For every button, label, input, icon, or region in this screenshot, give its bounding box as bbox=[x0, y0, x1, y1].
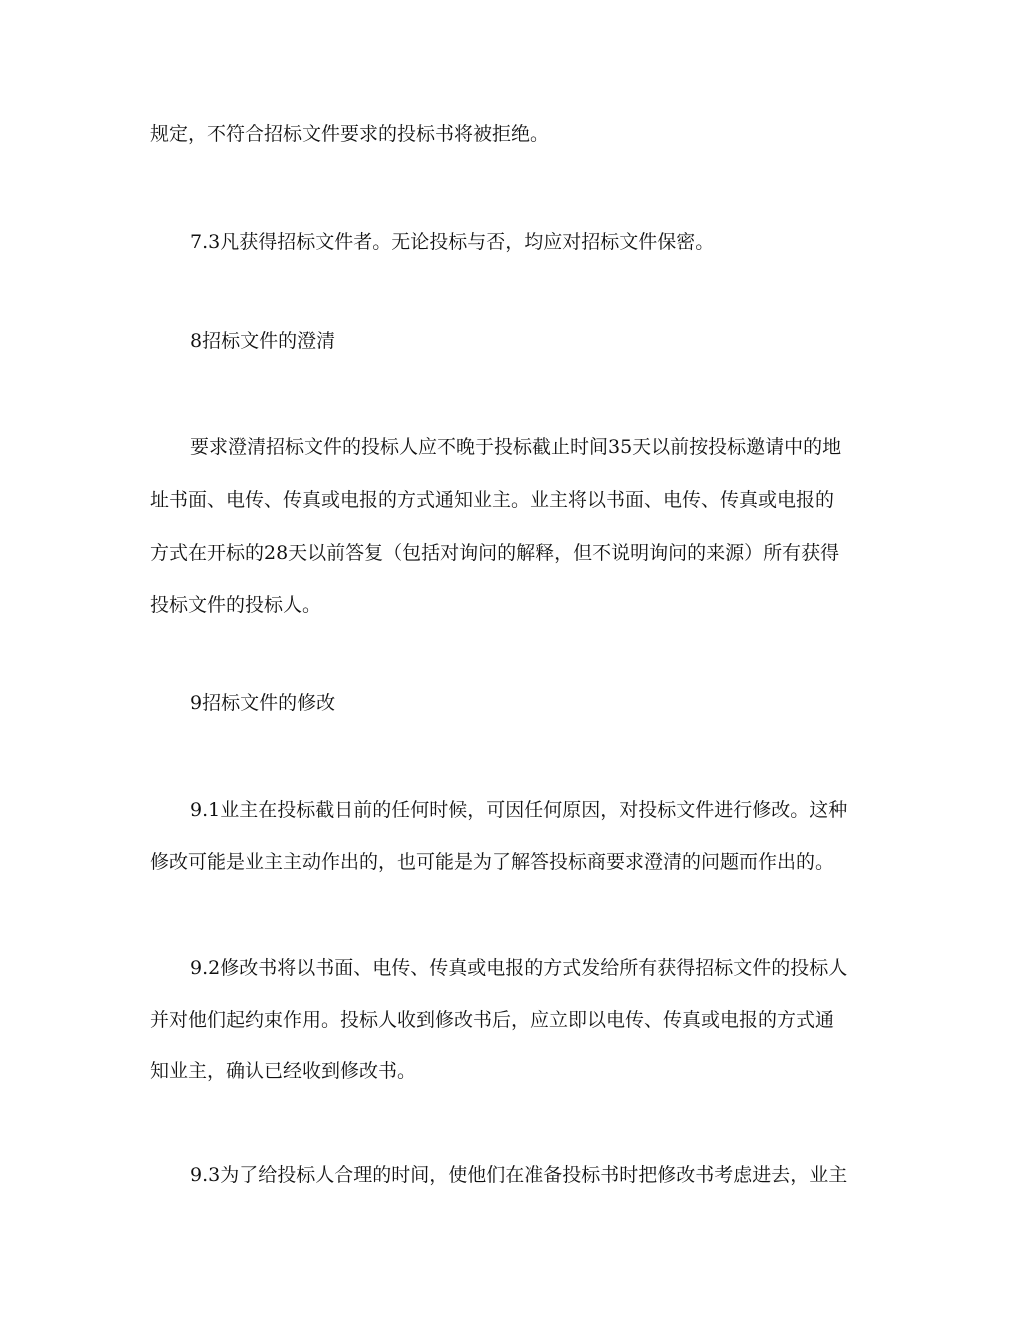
paragraph-8-line-4: 投标文件的投标人。 bbox=[150, 594, 322, 616]
paragraph-8-line-2: 址书面、电传、传真或电报的方式通知业主。业主将以书面、电传、传真或电报的 bbox=[150, 489, 835, 511]
section-heading-8: 8招标文件的澄清 bbox=[190, 330, 336, 352]
paragraph-8-line-1: 要求澄清招标文件的投标人应不晚于投标截止时间35天以前按投标邀请中的地 bbox=[190, 436, 842, 458]
text-line-continuation: 规定，不符合招标文件要求的投标书将被拒绝。 bbox=[150, 123, 550, 145]
clause-9-2-line-1: 9.2修改书将以书面、电传、传真或电报的方式发给所有获得招标文件的投标人 bbox=[190, 957, 848, 979]
clause-9-3-line-1: 9.3为了给投标人合理的时间，使他们在准备投标书时把修改书考虑进去，业主 bbox=[190, 1164, 848, 1186]
clause-7-3: 7.3凡获得招标文件者。无论投标与否，均应对招标文件保密。 bbox=[190, 231, 715, 253]
clause-9-1-line-1: 9.1业主在投标截日前的任何时候，可因任何原因，对投标文件进行修改。这种 bbox=[190, 799, 848, 821]
clause-9-1-line-2: 修改可能是业主主动作出的，也可能是为了解答投标商要求澄清的问题而作出的。 bbox=[150, 851, 835, 873]
clause-9-2-line-2: 并对他们起约束作用。投标人收到修改书后，应立即以电传、传真或电报的方式通 bbox=[150, 1009, 835, 1031]
clause-9-2-line-3: 知业主，确认已经收到修改书。 bbox=[150, 1060, 417, 1082]
paragraph-8-line-3: 方式在开标的28天以前答复（包括对询问的解释，但不说明询问的来源）所有获得 bbox=[150, 542, 840, 564]
section-heading-9: 9招标文件的修改 bbox=[190, 692, 336, 714]
